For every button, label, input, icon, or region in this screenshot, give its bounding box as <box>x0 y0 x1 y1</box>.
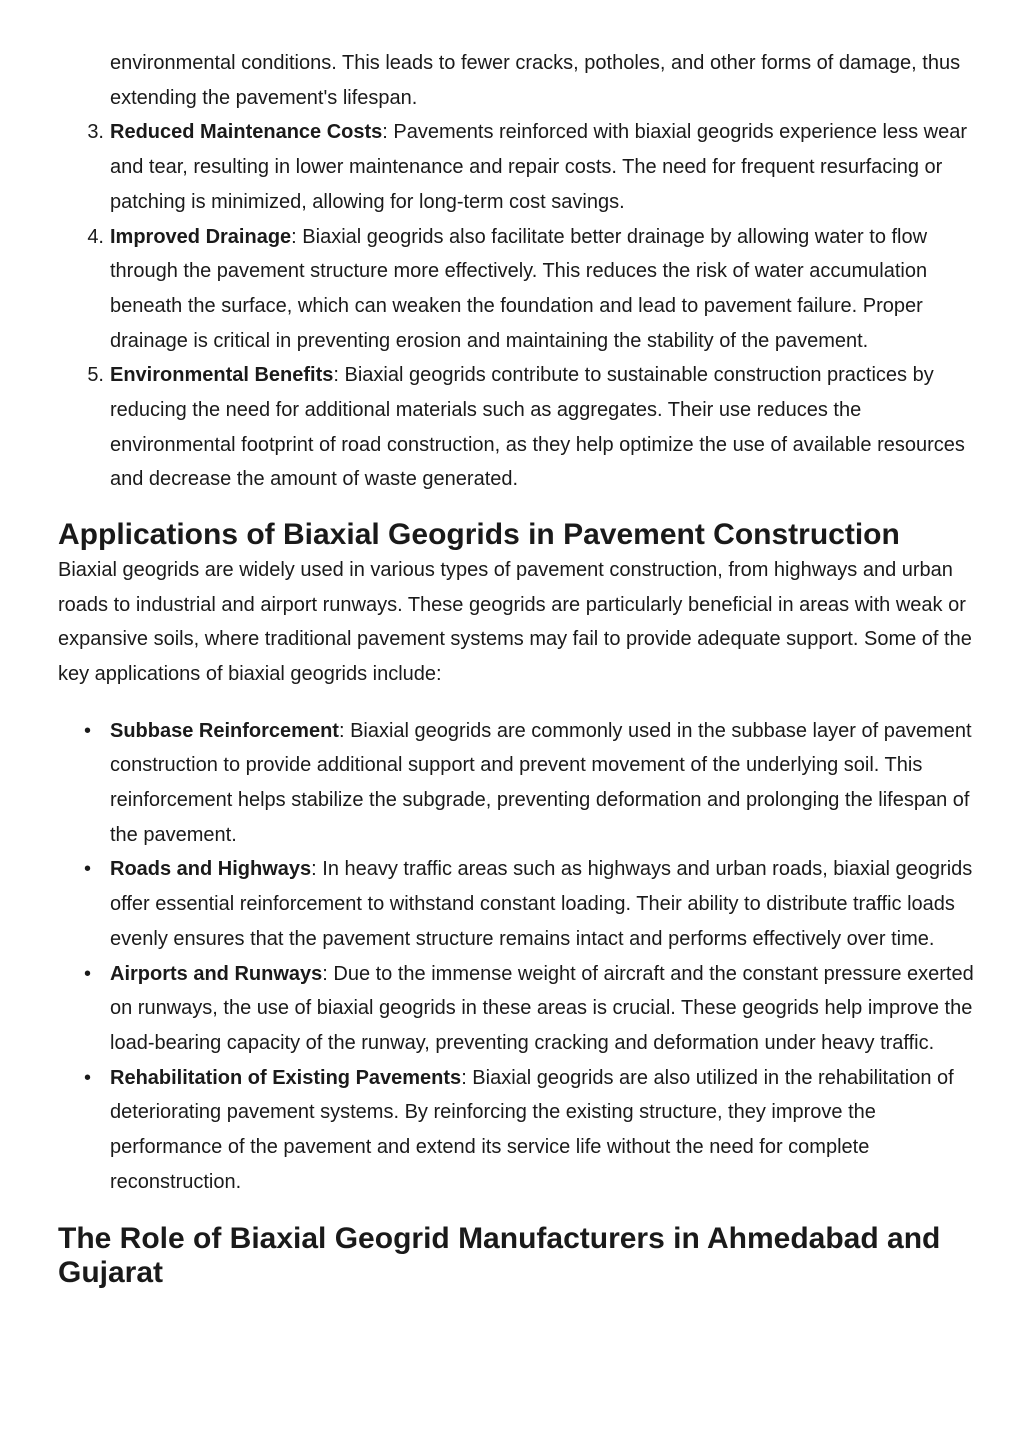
list-item-term: Roads and Highways <box>110 858 312 881</box>
list-item-text: : Biaxial geogrids contribute to sustainable construction practices by reducing the need for additional materials such as aggregates. Their use reduces the environmental footprint of road construction, as they help optimize the use of available resources and decrease the amount of waste generated. <box>110 364 965 491</box>
list-item <box>58 852 978 956</box>
list-item-term: Environmental Benefits <box>110 364 334 387</box>
bullet-icon: • <box>84 962 92 985</box>
benefits-list <box>58 115 978 497</box>
list-item-text: : Biaxial geogrids are also utilized in the rehabilitation of deteriorating pavement systems. By reinforcing the existing structure, they improve the performance of the pavement and extend its service life without the need for complete reconstruction. <box>110 1066 954 1193</box>
list-marker: 4. <box>87 225 104 248</box>
applications-list <box>58 714 978 1200</box>
list-item-term: Airports and Runways <box>110 962 323 985</box>
list-item-text: : Biaxial geogrids also facilitate better drainage by allowing water to flow through the pavement structure more effectively. This reduces the risk of water accumulation beneath the surface, which can weaken the foundation and lead to pavement failure. Proper drainage is critical in preventing erosion and maintaining the stability of the pavement. <box>110 225 928 352</box>
list-item <box>58 220 978 359</box>
list-item-text: : Pavements reinforced with biaxial geogrids experience less wear and tear, resulting in lower maintenance and repair costs. The need for frequent resurfacing or patching is minimized, allowing for long-term cost savings. <box>110 121 968 213</box>
list-item-term: Rehabilitation of Existing Pavements <box>110 1066 462 1089</box>
list-item <box>58 115 978 219</box>
bullet-icon: • <box>84 719 92 742</box>
list-item-text: : Biaxial geogrids are commonly used in the subbase layer of pavement construction to provide additional support and prevent movement of the underlying soil. This reinforcement helps stabilize the subgrade, preventing deformation and prolonging the lifespan of the pavement. <box>110 719 972 846</box>
list-item-text: : In heavy traffic areas such as highways and urban roads, biaxial geogrids offer essential reinforcement to withstand constant loading. Their ability to distribute traffic loads evenly ensures that the pavement structure remains intact and performs effectively over time. <box>110 858 973 950</box>
list-item-term: Reduced Maintenance Costs <box>110 121 383 144</box>
list-item <box>58 714 978 853</box>
section-heading-applications: Applications of Biaxial Geogrids in Pavement Construction <box>58 518 900 552</box>
section-heading-role: The Role of Biaxial Geogrid Manufacturers in Ahmedabad and Gujarat <box>58 1221 941 1290</box>
list-item-term: Subbase Reinforcement <box>110 719 339 742</box>
list-marker: 5. <box>87 364 104 387</box>
paragraph-applications-intro: Biaxial geogrids are widely used in various types of pavement construction, from highways and urban roads to industrial and airport runways. These geogrids are particularly beneficial in areas with weak or expansive soils, where traditional pavement systems may fail to provide adequate support. Some of the key applications of biaxial geogrids include: <box>58 558 972 685</box>
list-item-term: Improved Drainage <box>110 225 292 248</box>
list-item <box>58 358 978 497</box>
list-item-continuation: environmental conditions. This leads to fewer cracks, potholes, and other forms of damage, thus extending the pavement's lifespan. <box>110 52 961 109</box>
bullet-icon: • <box>84 1066 92 1089</box>
list-item <box>58 1061 978 1200</box>
list-item-text: : Due to the immense weight of aircraft and the constant pressure exerted on runways, the use of biaxial geogrids in these areas is crucial. These geogrids help improve the load-bearing capacity of the runway, preventing cracking and deformation under heavy traffic. <box>110 962 974 1054</box>
list-marker: 3. <box>87 121 104 144</box>
list-item <box>58 957 978 1061</box>
bullet-icon: • <box>84 858 92 881</box>
document-page <box>58 46 978 1291</box>
